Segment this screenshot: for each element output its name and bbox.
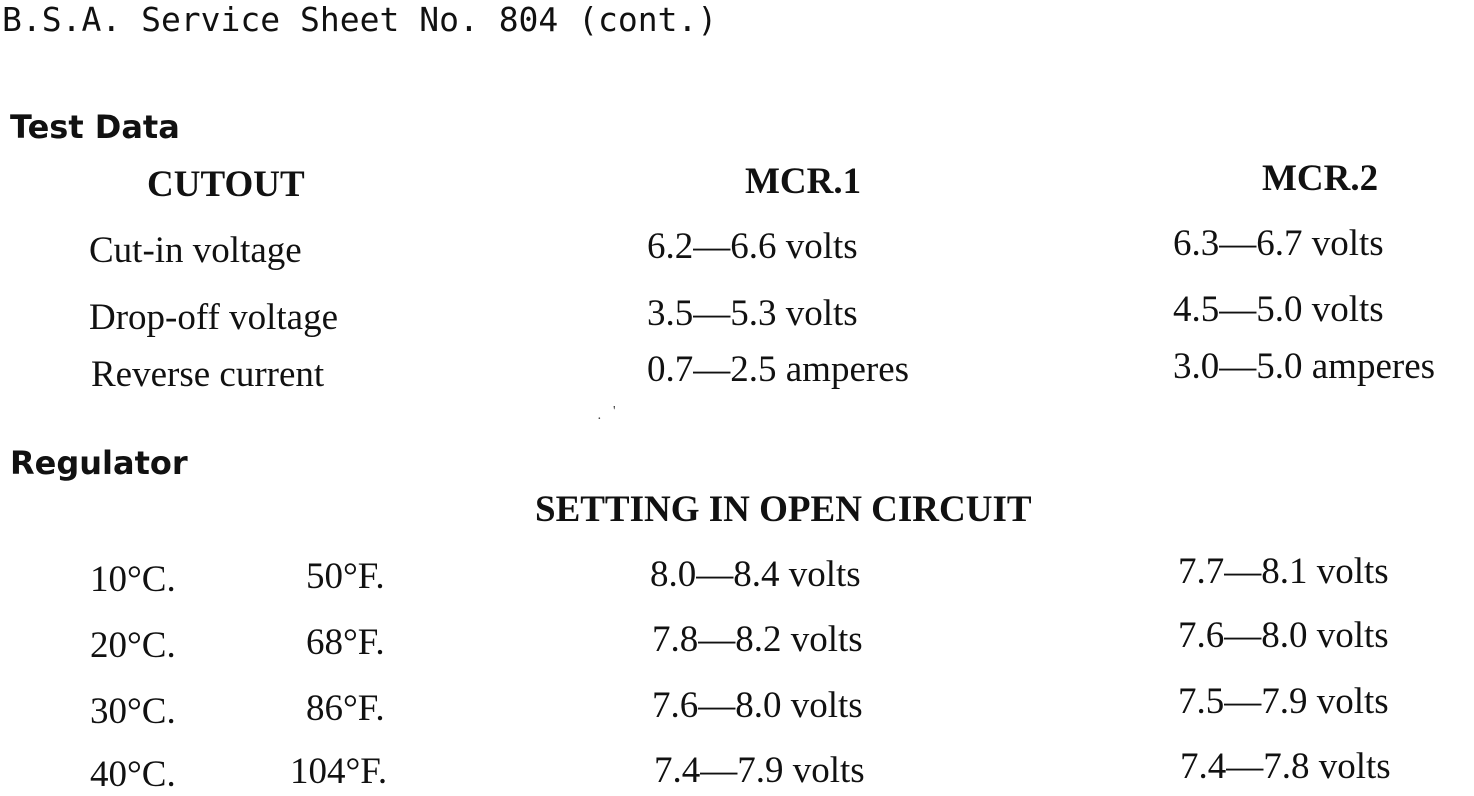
test-data-title: Test Data xyxy=(10,108,180,146)
regulator-row-fahrenheit: 86°F. xyxy=(306,688,385,729)
mcr1-heading: MCR.1 xyxy=(745,161,862,202)
regulator-row-mcr1: 8.0—8.4 volts xyxy=(650,554,861,595)
regulator-row-celsius: 10°C. xyxy=(90,559,176,600)
regulator-row-celsius: 30°C. xyxy=(90,691,176,732)
regulator-row-mcr2: 7.4—7.8 volts xyxy=(1180,746,1391,787)
regulator-row-mcr1: 7.4—7.9 volts xyxy=(654,750,865,791)
regulator-row-mcr1: 7.6—8.0 volts xyxy=(652,685,863,726)
cutout-row-mcr1: 0.7—2.5 amperes xyxy=(647,349,910,390)
cutout-row-mcr2: 3.0—5.0 amperes xyxy=(1173,346,1436,387)
regulator-title: Regulator xyxy=(10,444,188,482)
cutout-row-mcr1: 6.2—6.6 volts xyxy=(647,226,858,267)
regulator-row-fahrenheit: 50°F. xyxy=(306,556,385,597)
regulator-row-celsius: 20°C. xyxy=(90,625,176,666)
regulator-row-celsius: 40°C. xyxy=(90,754,176,795)
cutout-row-label: Cut-in voltage xyxy=(89,230,302,271)
cutout-row-mcr1: 3.5—5.3 volts xyxy=(647,293,858,334)
regulator-row-mcr1: 7.8—8.2 volts xyxy=(652,619,863,660)
setting-heading: SETTING IN OPEN CIRCUIT xyxy=(535,489,1032,530)
regulator-row-mcr2: 7.5—7.9 volts xyxy=(1178,681,1389,722)
cutout-row-mcr2: 4.5—5.0 volts xyxy=(1173,289,1384,330)
cutout-heading: CUTOUT xyxy=(147,164,305,205)
scan-speck: · xyxy=(597,412,602,427)
page-header: B.S.A. Service Sheet No. 804 (cont.) xyxy=(2,0,718,39)
cutout-row-mcr2: 6.3—6.7 volts xyxy=(1173,223,1384,264)
mcr2-heading: MCR.2 xyxy=(1262,158,1379,199)
regulator-row-mcr2: 7.7—8.1 volts xyxy=(1178,551,1389,592)
scan-speck: ' xyxy=(613,404,616,419)
cutout-row-label: Drop-off voltage xyxy=(89,297,338,338)
regulator-row-mcr2: 7.6—8.0 volts xyxy=(1178,615,1389,656)
regulator-row-fahrenheit: 104°F. xyxy=(290,751,388,792)
regulator-row-fahrenheit: 68°F. xyxy=(306,622,385,663)
cutout-row-label: Reverse current xyxy=(91,354,325,395)
